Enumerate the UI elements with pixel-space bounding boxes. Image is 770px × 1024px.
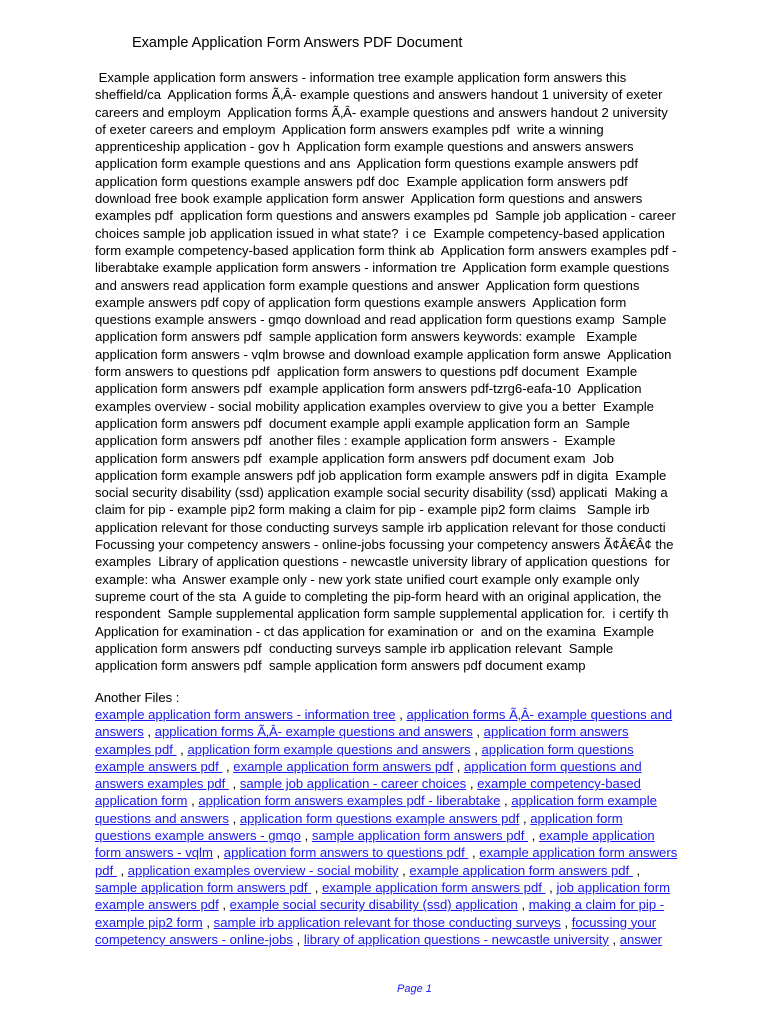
link-separator: ,	[517, 897, 529, 913]
related-file-link[interactable]: examples pdf	[95, 741, 177, 757]
link-separator: ,	[228, 810, 240, 826]
body-line: application form answers - vqlm browse and download example application form answe Application	[95, 346, 672, 362]
links-line	[95, 914, 735, 931]
related-file-link[interactable]: library of application questions - newcastle university	[303, 931, 609, 947]
related-file-link[interactable]: example application	[538, 828, 655, 844]
links-line	[95, 758, 735, 775]
body-line: application form answers pdf sample application form answers pdf document examp	[95, 658, 586, 674]
related-file-link[interactable]: pdf	[95, 862, 117, 878]
link-separator: ,	[470, 741, 482, 757]
links-line	[95, 706, 735, 723]
body-line: respondent Sample supplemental application form sample supplemental application for. i certify th	[95, 606, 669, 622]
links-line	[95, 862, 735, 879]
related-file-link[interactable]: example pip2 form	[95, 914, 203, 930]
link-separator: ,	[292, 931, 304, 947]
link-separator: ,	[218, 897, 230, 913]
link-separator: ,	[528, 828, 539, 844]
body-line: examples Library of application questions - newcastle university library of application questions for	[95, 554, 670, 570]
body-line: example answers pdf copy of application form questions example answers Application form	[95, 294, 627, 310]
body-line: questions example answers - gmqo download and read application form questions examp Sample	[95, 312, 667, 328]
related-file-link[interactable]: application forms Ã‚Â- example questions and answers	[154, 724, 473, 740]
related-file-link[interactable]: example application form answers pdf	[322, 879, 546, 895]
links-line	[95, 827, 735, 844]
body-line: and answers read application form example questions and answer Application form questions	[95, 277, 640, 293]
related-file-link[interactable]: answer	[619, 931, 662, 947]
body-line: application form example questions and ans Application form questions example answers pdf	[95, 156, 638, 172]
body-line: form answers to questions pdf application form answers to questions pdf document Example	[95, 364, 638, 380]
link-separator: ,	[187, 793, 199, 809]
related-file-link[interactable]: example application form answers pdf	[233, 758, 454, 774]
body-line: supreme court of the sta A guide to completing the pip-form heard with an original application, the	[95, 588, 662, 604]
body-line: choices sample job application issued in what state? i ce Example competency-based application	[95, 225, 665, 241]
body-line: application relevant for those conducting surveys sample irb application relevant for those conducti	[95, 519, 666, 535]
related-file-link[interactable]: answers examples pdf	[95, 776, 229, 792]
body-line: form example competency-based application form think ab Application form answers examples pdf -	[95, 242, 677, 258]
body-line: Application for examination - ct das application for examination or and on the examina Example	[95, 623, 654, 639]
body-line: liberabtake example application form answers - information tre Application form example questions	[95, 260, 670, 276]
link-separator: ,	[472, 724, 484, 740]
body-paragraph	[95, 69, 735, 674]
body-line: apprenticeship application - gov h Application form example questions and answers answers	[95, 139, 634, 155]
body-line: of exeter careers and employm Application form answers examples pdf write a winning	[95, 121, 604, 137]
related-file-link[interactable]: application examples overview - social mobility	[127, 862, 399, 878]
link-separator: ,	[300, 828, 312, 844]
related-file-link[interactable]: application form example questions and answers	[187, 741, 471, 757]
link-separator: ,	[176, 741, 188, 757]
link-separator: ,	[398, 862, 410, 878]
related-file-link[interactable]: example application form answers pdf	[409, 862, 633, 878]
body-line: application form answers pdf another files : example application form answers - Example	[95, 433, 616, 449]
document-title: Example Application Form Answers PDF Document	[132, 35, 463, 51]
related-file-link[interactable]: application form example	[511, 793, 657, 809]
link-separator: ,	[395, 707, 407, 722]
related-file-link[interactable]: example social security disability (ssd) application	[229, 897, 518, 913]
body-line: application form answers pdf document example appli example application form an Sample	[95, 415, 630, 431]
related-file-link[interactable]: questions and answers	[95, 810, 229, 826]
related-file-link[interactable]: focussing your	[571, 914, 657, 930]
another-files-label: Another Files :	[95, 690, 180, 705]
link-separator: ,	[468, 845, 480, 861]
related-file-link[interactable]: application form answers to questions pdf	[223, 845, 469, 861]
links-line	[95, 810, 735, 827]
related-file-link[interactable]: example application form answers - information tree	[95, 707, 396, 722]
body-line: application form answers pdf example application form answers pdf document exam Job	[95, 450, 614, 466]
body-line: example: wha Answer example only - new york state unified court example only example only	[95, 571, 640, 587]
related-file-link[interactable]: sample application form answers pdf	[311, 828, 529, 844]
related-file-link[interactable]: sample application form answers pdf	[95, 879, 312, 895]
link-separator: ,	[632, 862, 641, 878]
links-line	[95, 792, 735, 809]
link-separator: ,	[545, 879, 557, 895]
link-separator: ,	[222, 758, 234, 774]
related-file-link[interactable]: application form answers examples pdf - liberabtake	[198, 793, 501, 809]
body-line: application form answers pdf example application form answers pdf-tzrg6-eafa-10 Application	[95, 381, 642, 397]
related-file-link[interactable]: form answers - vqlm	[95, 845, 213, 861]
body-line: application form answers pdf sample application form answers keywords: example Example	[95, 329, 638, 345]
body-line: application form questions example answers pdf doc Example application form answers pdf	[95, 173, 628, 189]
body-line: Focussing your competency answers - online-jobs focussing your competency answers Ã¢Â€Â¢ the	[95, 537, 674, 553]
related-file-link[interactable]: answers	[95, 724, 144, 740]
body-line: download free book example application form answer Application form questions and answers	[95, 191, 643, 207]
body-line: careers and employm Application forms Ã‚Â- example questions and answers handout 2 university	[95, 104, 668, 120]
links-line	[95, 741, 735, 758]
body-line: examples overview - social mobility application examples overview to give you a better Example	[95, 398, 654, 414]
link-separator: ,	[202, 914, 214, 930]
link-separator: ,	[228, 776, 240, 792]
related-file-link[interactable]: making a claim for pip -	[528, 897, 665, 913]
related-file-link[interactable]: example answers pdf	[95, 758, 223, 774]
body-line: claim for pip - example pip2 form making a claim for pip - example pip2 form claims Sample irb	[95, 502, 650, 518]
related-file-link[interactable]: example application form answers	[479, 845, 678, 861]
body-line: Example application form answers - information tree example application form answers this	[95, 70, 627, 85]
related-file-link[interactable]: questions example answers - gmqo	[95, 828, 301, 844]
related-file-link[interactable]: example competency-based	[477, 776, 641, 792]
links-line	[95, 879, 735, 896]
body-line: application form example answers pdf job application form example answers pdf in digita Example	[95, 467, 667, 483]
link-separator: ,	[500, 793, 512, 809]
link-separator: ,	[311, 879, 323, 895]
related-file-link[interactable]: application form questions example answers pdf	[239, 810, 520, 826]
related-file-link[interactable]: application forms Ã‚Â- example questions and	[406, 707, 673, 722]
links-line	[95, 931, 735, 948]
body-line: application form answers pdf conducting surveys sample irb application relevant Sample	[95, 640, 614, 656]
link-separator: ,	[608, 931, 620, 947]
link-separator: ,	[519, 810, 531, 826]
related-file-link[interactable]: job application form	[556, 879, 670, 895]
link-separator: ,	[560, 914, 572, 930]
link-separator: ,	[212, 845, 224, 861]
related-file-link[interactable]: example answers pdf	[95, 897, 219, 913]
links-line	[95, 775, 735, 792]
body-line: social security disability (ssd) application example social security disability (ssd) applicati Making a	[95, 485, 668, 501]
related-file-link[interactable]: competency answers - online-jobs	[95, 931, 293, 947]
related-file-link[interactable]: sample irb application relevant for those conducting surveys	[213, 914, 561, 930]
link-separator: ,	[143, 724, 155, 740]
another-files-links	[95, 706, 735, 948]
links-line	[95, 896, 735, 913]
related-file-link[interactable]: application form	[95, 793, 188, 809]
links-line	[95, 844, 735, 861]
related-file-link[interactable]: sample job application - career choices	[239, 776, 467, 792]
link-separator: ,	[453, 758, 465, 774]
body-line: examples pdf application form questions and answers examples pd Sample job application - career	[95, 208, 676, 224]
related-file-link[interactable]: application form questions and	[464, 758, 642, 774]
link-separator: ,	[466, 776, 478, 792]
related-file-link[interactable]: application form questions	[481, 741, 634, 757]
related-file-link[interactable]: application form	[530, 810, 623, 826]
body-line: sheffield/ca Application forms Ã‚Â- example questions and answers handout 1 university of exeter	[95, 87, 663, 103]
links-line	[95, 723, 735, 740]
page-number: Page 1	[397, 983, 432, 995]
related-file-link[interactable]: application form answers	[483, 724, 629, 740]
link-separator: ,	[116, 862, 128, 878]
